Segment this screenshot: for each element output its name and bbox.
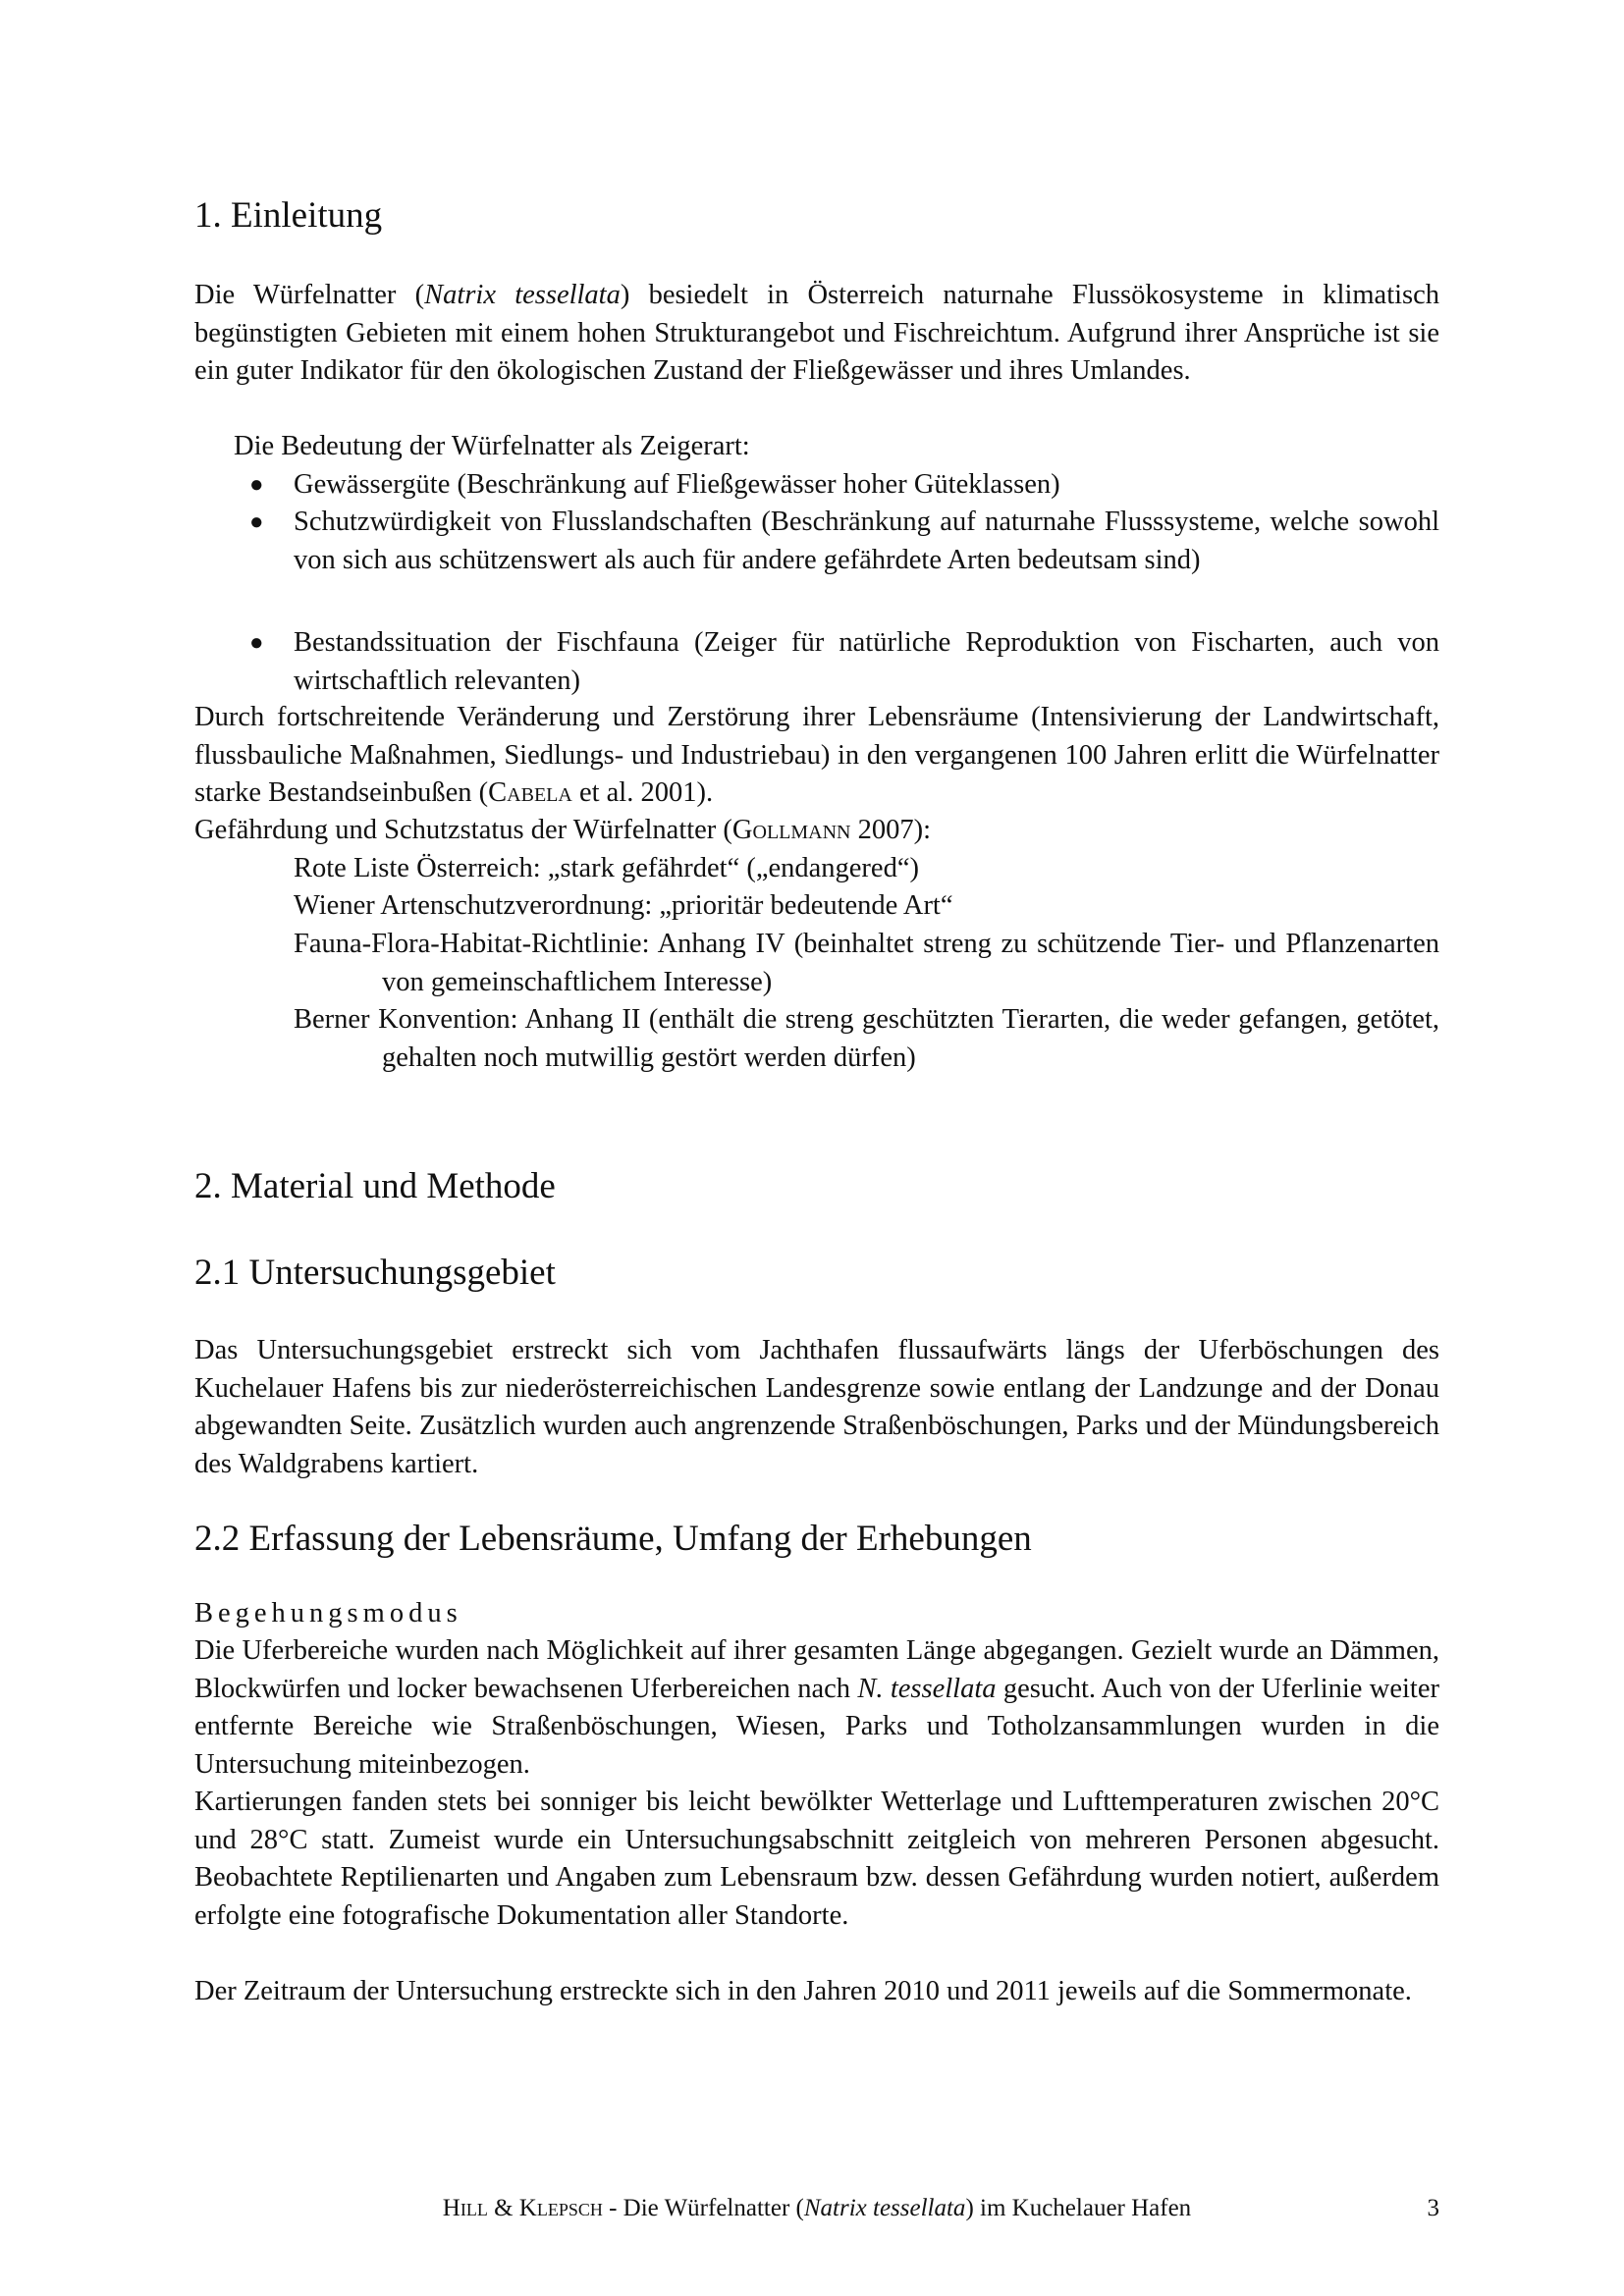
citation-author: Cabela: [488, 777, 572, 808]
intro-text-start: Die Würfelnatter (: [194, 280, 425, 310]
bullet-item: Bestandssituation der Fischfauna (Zeiger für natürliche Reproduktion von Fischarten, auch von wirtschaftlich relevanten): [294, 627, 1439, 696]
citation-author: Gollmann: [731, 815, 851, 845]
subsection-heading-erfassung: 2.2 Erfassung der Lebensräume, Umfang der Erhebungen: [194, 1519, 1032, 1559]
indicator-lead: Die Bedeutung der Würfelnatter als Zeigerart:: [234, 431, 750, 461]
decline-paragraph: [194, 699, 1439, 813]
species-name: Natrix tessellata: [424, 280, 621, 310]
status-lead: [194, 812, 931, 850]
status-item: Wiener Artenschutzverordnung: „prioritär bedeutende Art“: [294, 890, 953, 921]
method-paragraph-3: Der Zeitraum der Untersuchung erstreckte sich in den Jahren 2010 und 2011 jeweils auf die Sommermonate.: [194, 1976, 1412, 2006]
status-item: Rote Liste Österreich: „stark gefährdet“ („endangered“): [294, 853, 919, 883]
section-heading-einleitung: 1. Einleitung: [194, 195, 383, 236]
method-paragraph-2: Kartierungen fanden stets bei sonniger bis leicht bewölkter Wetterlage und Lufttemperaturen zwischen 20°C und 28°C statt. Zumeist wurde ein Untersuchungsabschnitt zeitgleich von mehreren Personen abgesucht. Beobachtete Reptilienarten und Angaben zum Lebensraum bzw. dessen Gefährdung wurden notiert, außerdem erfolgte eine fotografische Dokumentation aller Standorte.: [194, 1787, 1439, 1931]
footer-authors: Hill & Klepsch: [442, 2195, 603, 2221]
method-label: Begehungsmodus: [194, 1598, 462, 1629]
document-page: [194, 0, 1439, 2296]
section-heading-material-methode: 2. Material und Methode: [194, 1166, 556, 1206]
intro-paragraph: [194, 277, 1439, 391]
status-text-start: Gefährdung und Schutzstatus der Würfelnatter (: [194, 815, 732, 845]
footer-species: Natrix tessellata: [803, 2195, 966, 2221]
study-area-paragraph: Das Untersuchungsgebiet erstreckt sich vom Jachthafen flussaufwärts längs der Uferböschungen des Kuchelauer Hafens bis zur niederösterreichischen Landesgrenze sowie entlang der Landzunge and der Donau abgewandten Seite. Zusätzlich wurden auch angrenzende Straßenböschungen, Parks und der Mündungsbereich des Waldgrabens kartiert.: [194, 1335, 1439, 1479]
intro-text-end: ) besiedelt in Österreich naturnahe Flussökosysteme in klimatisch begünstigten Gebieten mit einem hohen Strukturangebot und Fischreichtum. Aufgrund ihrer Ansprüche ist sie ein guter Indikator für den ökologischen Zustand der Fließgewässer und ihres Umlandes.: [194, 280, 1440, 386]
footer-title-end: ) im Kuchelauer Hafen: [965, 2195, 1192, 2221]
status-item: Fauna-Flora-Habitat-Richtlinie: Anhang IV (beinhaltet streng zu schützende Tier- und Pflanzenarten von gemeinschaftlichem Interesse): [294, 929, 1439, 997]
decline-text-end: et al. 2001).: [571, 777, 714, 808]
running-footer: [194, 2192, 1439, 2225]
bullet-icon: ●: [249, 472, 264, 498]
method-text-end: gesucht. Auch von der Uferlinie weiter entfernte Bereiche wie Straßenböschungen, Wiesen, Parks und Totholzansammlungen wurden in die Untersuchung miteinbezogen.: [194, 1673, 1439, 1780]
decline-text-start: Durch fortschreitende Veränderung und Zerstörung ihrer Lebensräume (Intensivierung der Landwirtschaft, flussbauliche Maßnahmen, Siedlungs- und Industriebau) in den vergangenen 100 Jahren erlitt die Würfelnatter starke Bestandseinbußen (: [194, 702, 1439, 808]
page-number: 3: [1427, 2195, 1439, 2221]
subsection-heading-untersuchungsgebiet: 2.1 Untersuchungsgebiet: [194, 1253, 556, 1293]
status-text-end: 2007):: [850, 815, 932, 845]
species-name: N. tessellata: [857, 1673, 997, 1704]
bullet-item: Gewässergüte (Beschränkung auf Fließgewässer hoher Güteklassen): [294, 469, 1060, 500]
bullet-icon: ●: [249, 509, 264, 535]
bullet-icon: ●: [249, 630, 264, 656]
method-text-start: Die Uferbereiche wurden nach Möglichkeit auf ihrer gesamten Länge abgegangen. Gezielt wurde an Dämmen, Blockwürfen und locker bewachsenen Uferbereichen nach: [194, 1635, 1439, 1704]
bullet-item: Schutzwürdigkeit von Flusslandschaften (Beschränkung auf naturnahe Flusssysteme, welche sowohl von sich aus schützenswert als auch für andere gefährdete Arten bedeutsam sind): [294, 507, 1439, 575]
method-paragraph-1: [194, 1632, 1439, 1784]
status-item: Berner Konvention: Anhang II (enthält die streng geschützten Tierarten, die weder gefangen, getötet, gehalten noch mutwillig gestört werden dürfen): [294, 1004, 1439, 1073]
footer-title-start: - Die Würfelnatter (: [602, 2195, 804, 2221]
